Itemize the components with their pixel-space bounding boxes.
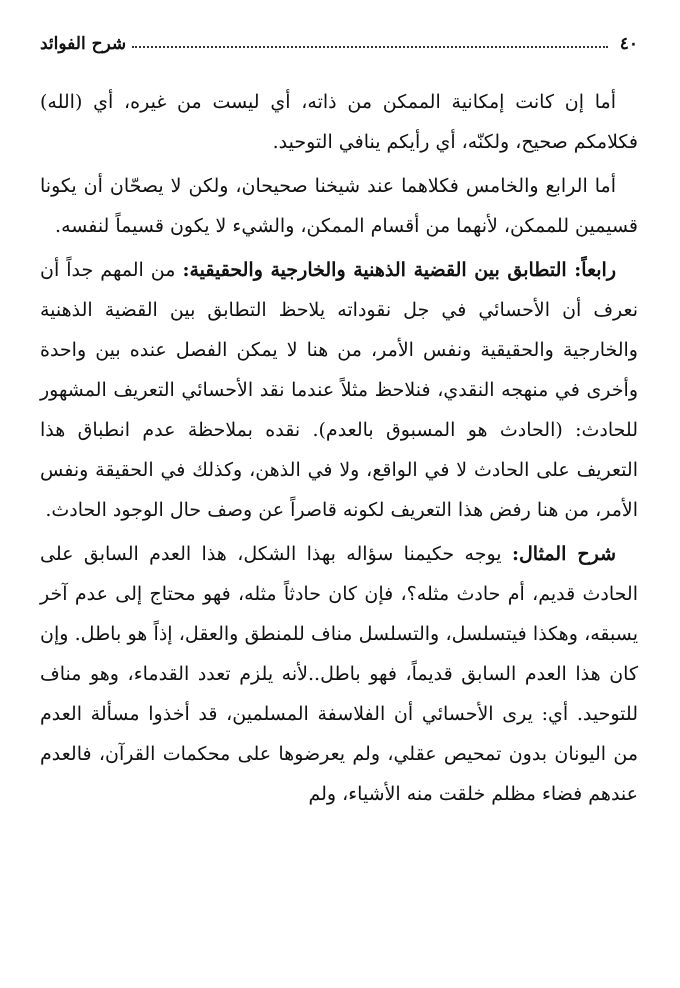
page-body	[40, 82, 638, 814]
section-heading-fourth: رابعاً: التطابق بين القضية الذهنية والخارجية والحقيقية:	[182, 259, 616, 281]
section-heading-example: شرح المثال:	[511, 543, 616, 565]
paragraph-3	[40, 250, 638, 530]
header-dotted-leader	[132, 46, 608, 48]
paragraph-4	[40, 534, 638, 814]
paragraph-3-text: من المهم جداً أن نعرف أن الأحسائي في جل نقوداته يلاحظ التطابق بين القضية الذهنية والخارجية والحقيقية ونفس الأمر، من هنا لا يمكن الفصل عنده بين واحدة وأخرى في منهجه النقدي، فنلاحظ مثلاً عندما نقد الأحسائي التعريف المشهور للحادث: (الحادث هو المسبوق بالعدم). نقده بملاحظة عدم انطباق هذا التعريف على الحادث لا في الواقع، ولا في الذهن، وكذلك في الحقيقة ونفس الأمر، من هنا رفض هذا التعريف لكونه قاصراً عن وصف حال الوجود الحادث.	[40, 259, 638, 521]
page-number: ٤٠	[619, 34, 638, 54]
paragraph-1: أما إن كانت إمكانية الممكن من ذاته، أي ليست من غيره، أي (الله) فكلامكم صحيح، ولكنّه، أي رأيكم ينافي التوحيد.	[40, 91, 638, 153]
paragraph-2: أما الرابع والخامس فكلاهما عند شيخنا صحيحان، ولكن لا يصحّان أن يكونا قسيمين للممكن، لأنهما من أقسام الممكن، والشيء لا يكون قسيماً لنفسه.	[40, 175, 638, 237]
running-header	[40, 26, 638, 54]
paragraph-4-text: يوجه حكيمنا سؤاله بهذا الشكل، هذا العدم السابق على الحادث قديم، أم حادث مثله؟، فإن كان حادثاً مثله، فهو محتاج إلى عدم آخر يسبقه، وهكذا فيتسلسل، والتسلسل مناف للمنطق والعقل، إذاً هو باطل. وإن كان هذا العدم السابق قديماً، فهو باطل..لأنه يلزم تعدد القدماء، وهو مناف للتوحيد. أي: يرى الأحسائي أن الفلاسفة المسلمين، قد أخذوا مسألة العدم من اليونان بدون تمحيص عقلي، ولم يعرضوها على محكمات القرآن، فالعدم عندهم فضاء مظلم خلقت منه الأشياء، ولم	[40, 543, 638, 805]
book-title: شرح الفوائد	[40, 34, 127, 54]
